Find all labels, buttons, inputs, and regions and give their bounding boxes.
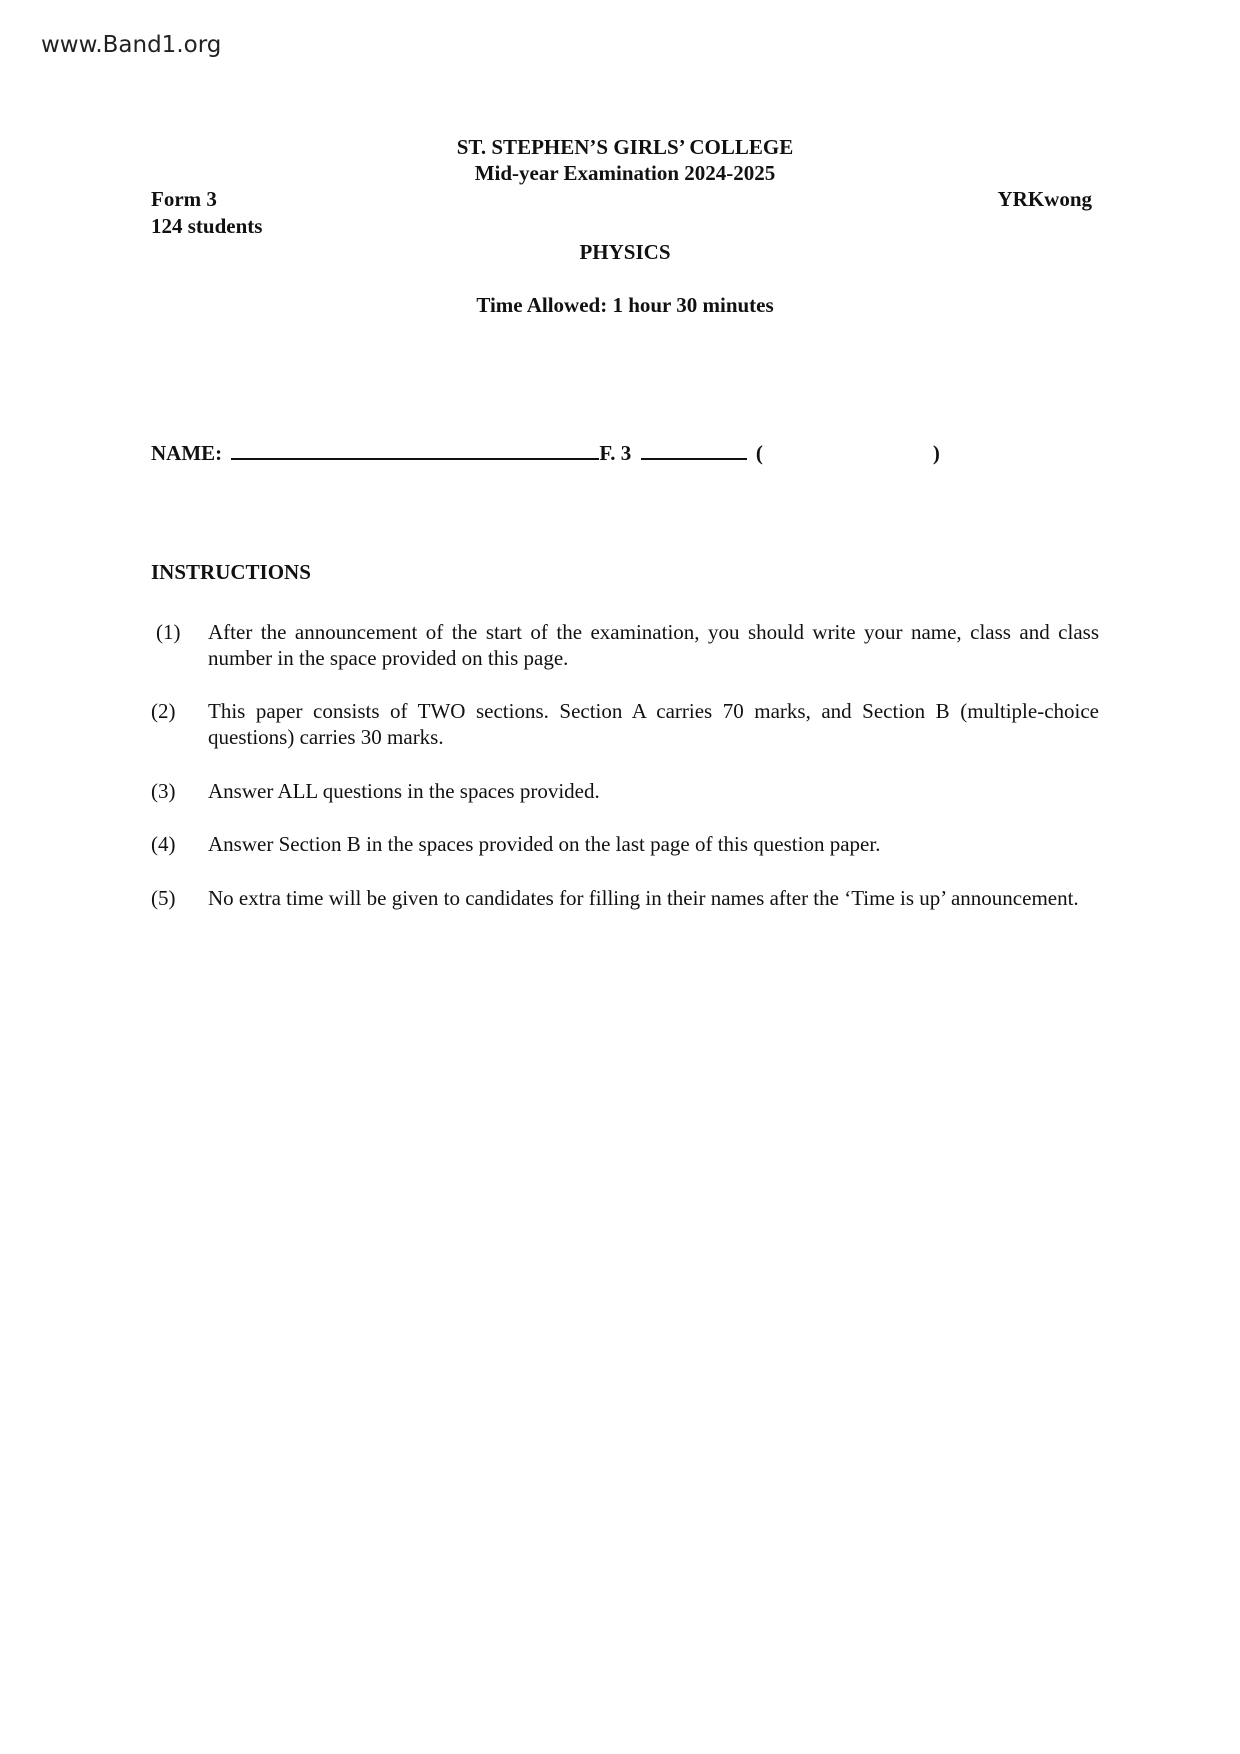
class-label: F. 3 [599, 441, 632, 465]
instruction-number: (3) [151, 779, 176, 803]
instruction-text: After the announcement of the start of the examination, you should write your name, class and class number in the space provided on this page. [208, 620, 1099, 670]
instruction-item [151, 778, 1099, 804]
exam-title: Mid-year Examination 2024-2025 [474, 161, 776, 185]
instruction-text: Answer ALL questions in the spaces provided. [208, 779, 600, 803]
form-label: Form 3 [151, 187, 217, 211]
school-name: ST. STEPHEN’S GIRLS’ COLLEGE [456, 135, 794, 159]
instruction-text: No extra time will be given to candidates for filling in their names after the ‘Time is up’ announcement. [208, 886, 1079, 910]
close-paren: ) [932, 441, 940, 465]
open-paren: ( [755, 441, 763, 465]
time-allowed: Time Allowed: 1 hour 30 minutes [476, 293, 774, 317]
teacher-label: YRKwong [997, 187, 1092, 211]
name-field[interactable] [231, 440, 599, 460]
student-count: 124 students [151, 214, 263, 238]
class-field[interactable] [641, 440, 747, 460]
instruction-text: Answer Section B in the spaces provided on the last page of this question paper. [208, 832, 881, 856]
name-row [151, 440, 940, 466]
instruction-number: (1) [156, 620, 181, 644]
instruction-number: (5) [151, 886, 176, 910]
instructions-heading: INSTRUCTIONS [151, 560, 311, 584]
instruction-number: (4) [151, 832, 176, 856]
watermark: www.Band1.org [41, 32, 222, 58]
instruction-item [151, 831, 1099, 857]
instruction-number: (2) [151, 699, 176, 723]
name-label: NAME: [151, 441, 223, 465]
instruction-item [151, 885, 1099, 911]
instruction-text: This paper consists of TWO sections. Section A carries 70 marks, and Section B (multiple-choice questions) carries 30 marks. [208, 699, 1099, 749]
instruction-item [151, 619, 1099, 671]
instruction-item [151, 698, 1099, 750]
subject-title: PHYSICS [579, 240, 671, 264]
